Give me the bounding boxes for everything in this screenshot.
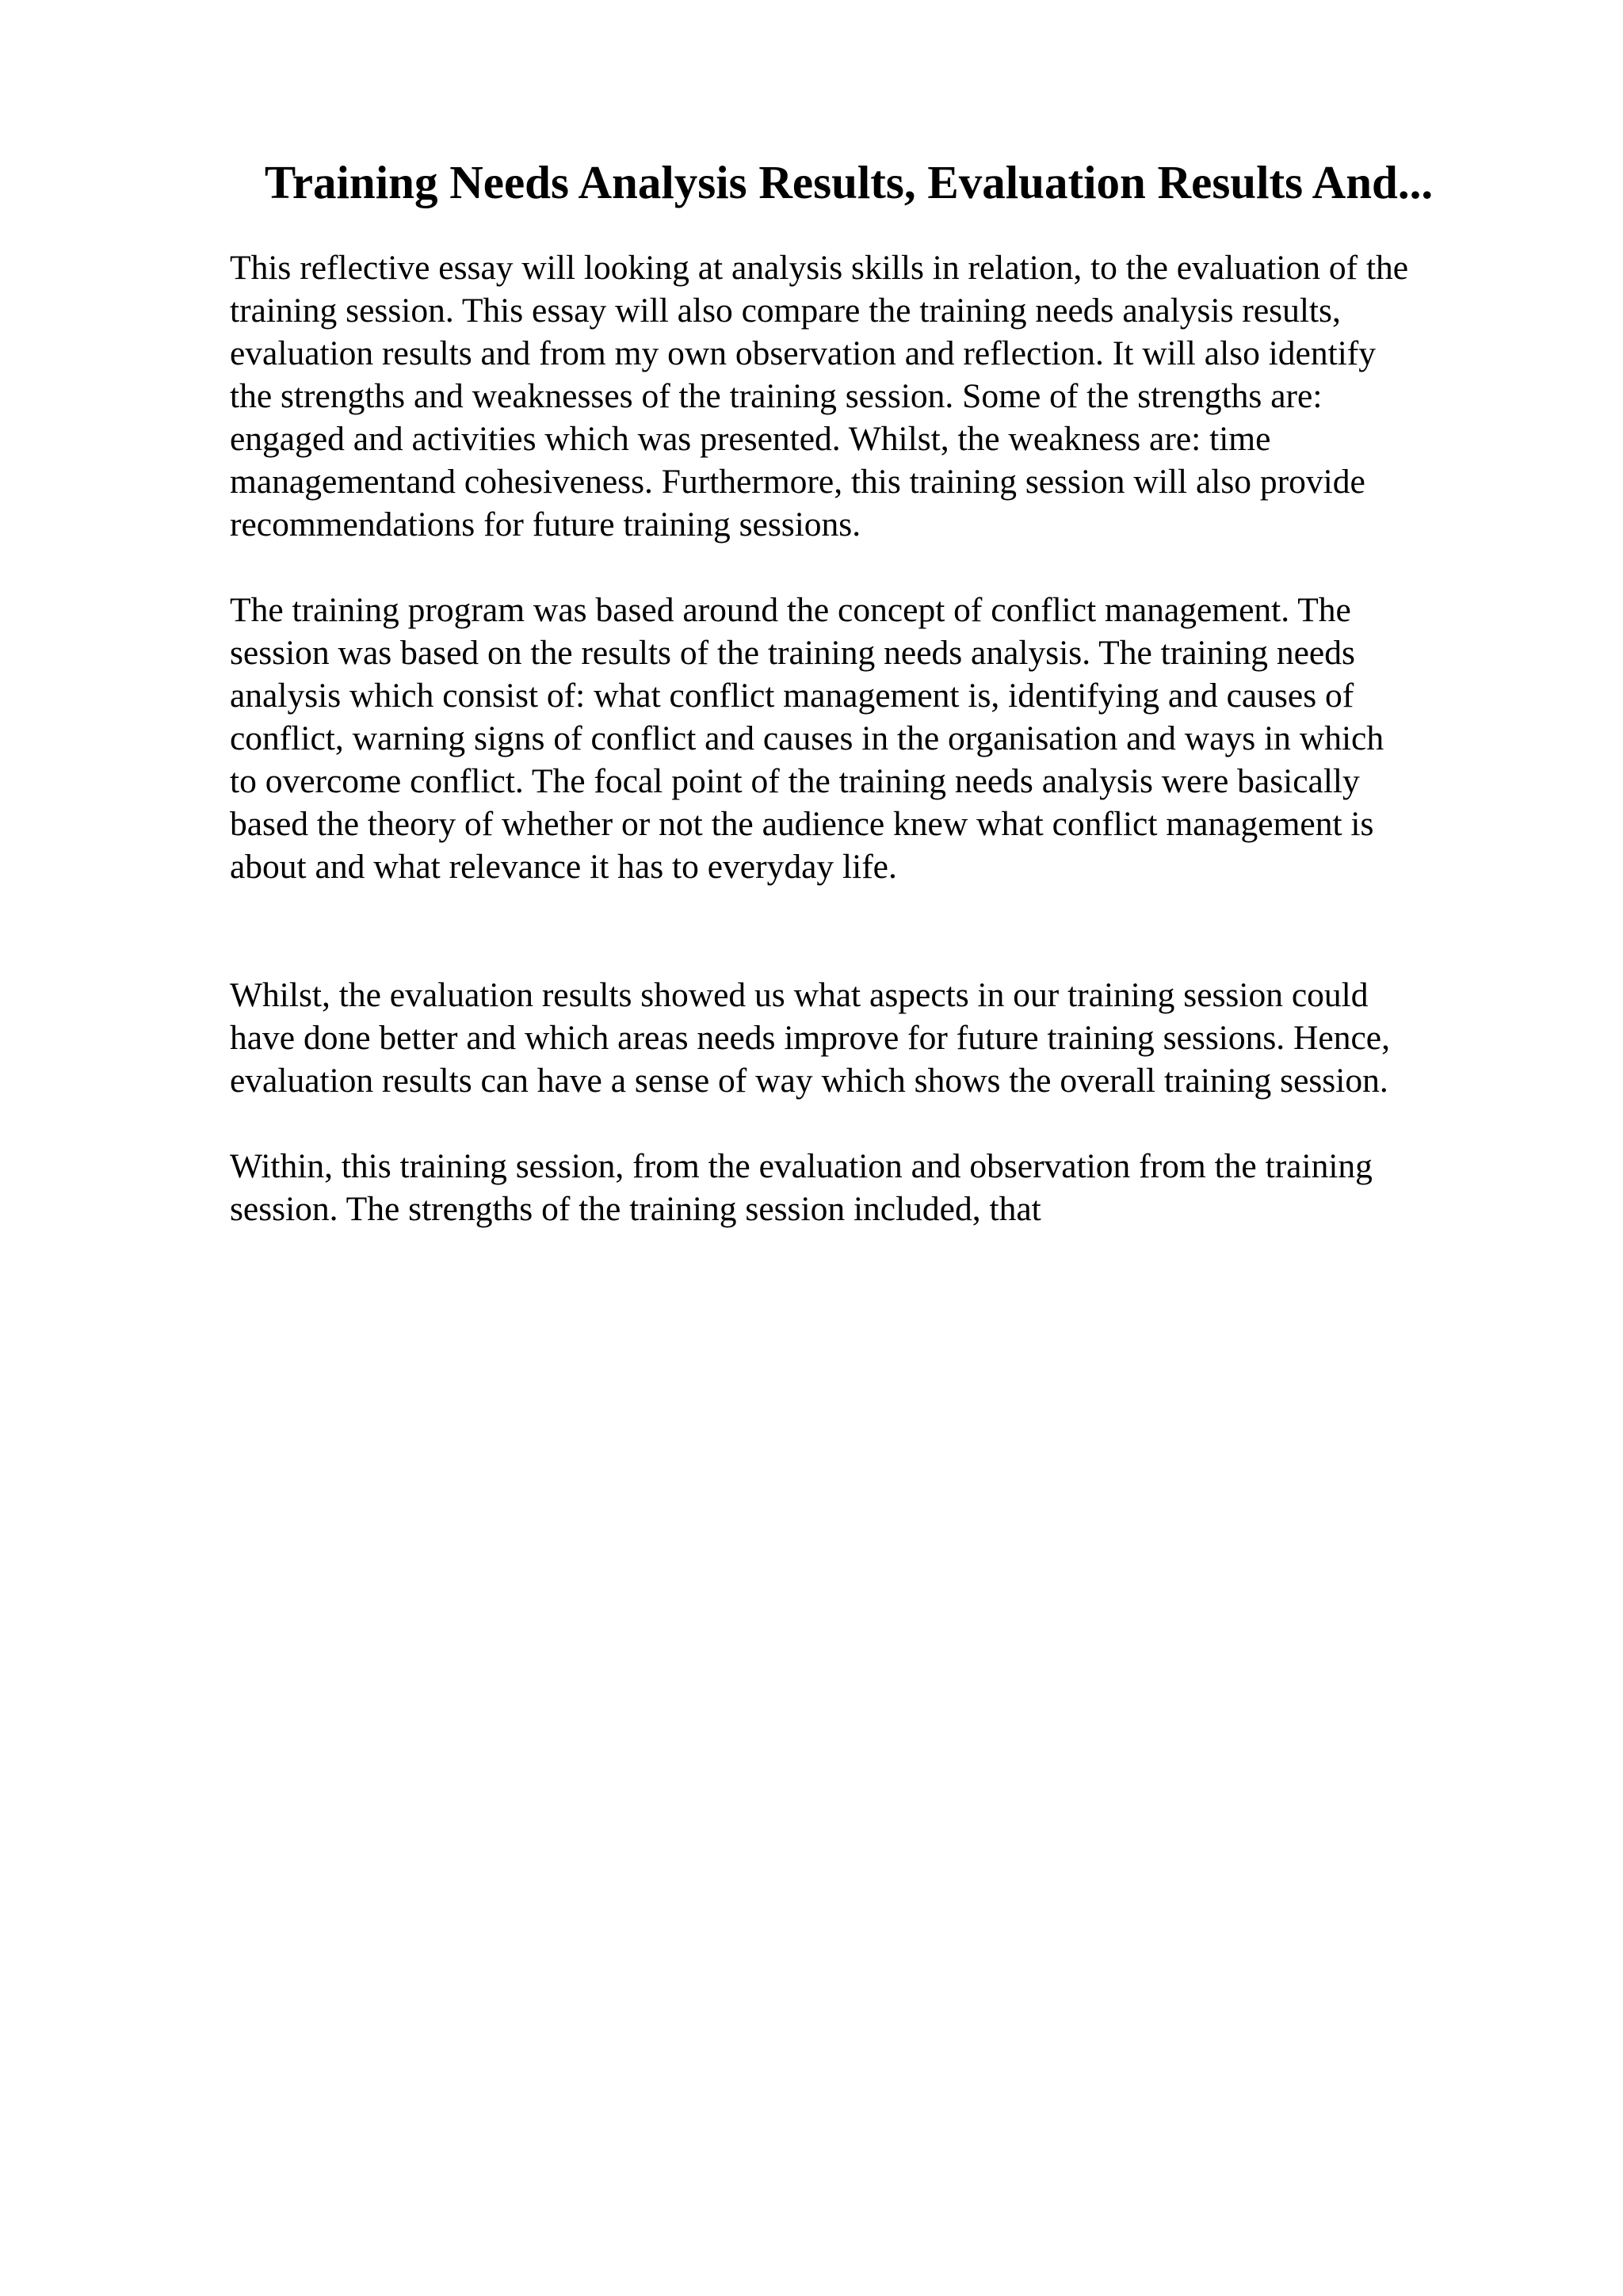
- text-line: Whilst, the evaluation results showed us what aspects in our training session could: [230, 976, 1369, 1014]
- text-line: session. The strengths of the training session included, that: [230, 1190, 1041, 1228]
- text-line: to overcome conflict. The focal point of the training needs analysis were basically: [230, 762, 1360, 800]
- text-line: This reflective essay will looking at analysis skills in relation, to the evaluation of the: [230, 249, 1409, 287]
- text-line: conflict, warning signs of conflict and causes in the organisation and ways in which: [230, 719, 1384, 757]
- document-title: Training Needs Analysis Results, Evaluation Results And...: [264, 156, 1434, 208]
- text-line: recommendations for future training sessions.: [230, 505, 861, 543]
- text-line: have done better and which areas needs improve for future training sessions. Hence,: [230, 1019, 1390, 1057]
- text-line: Within, this training session, from the evaluation and observation from the training: [230, 1147, 1373, 1185]
- paragraph-evaluation: [230, 974, 1514, 1102]
- paragraph-strengths: [230, 1145, 1514, 1230]
- text-line: the strengths and weaknesses of the training session. Some of the strengths are:: [230, 377, 1323, 415]
- document-body: [230, 246, 1514, 1273]
- text-line: evaluation results and from my own observation and reflection. It will also identify: [230, 334, 1377, 372]
- text-line: [230, 888, 1514, 931]
- text-line: analysis which consist of: what conflict management is, identifying and causes of: [230, 677, 1354, 715]
- paragraph-training-program: [230, 589, 1514, 931]
- text-line: The training program was based around the concept of conflict management. The: [230, 591, 1351, 629]
- text-line: session was based on the results of the training needs analysis. The training needs: [230, 634, 1355, 672]
- text-line: managementand cohesiveness. Furthermore, this training session will also provide: [230, 463, 1365, 501]
- text-line: training session. This essay will also compare the training needs analysis results,: [230, 292, 1341, 330]
- paragraph-intro: [230, 246, 1514, 546]
- text-line: evaluation results can have a sense of way which shows the overall training session.: [230, 1062, 1388, 1100]
- text-line: based the theory of whether or not the audience knew what conflict management is: [230, 805, 1374, 843]
- text-line: about and what relevance it has to everyday life.: [230, 848, 897, 886]
- text-line: engaged and activities which was presented. Whilst, the weakness are: time: [230, 420, 1271, 458]
